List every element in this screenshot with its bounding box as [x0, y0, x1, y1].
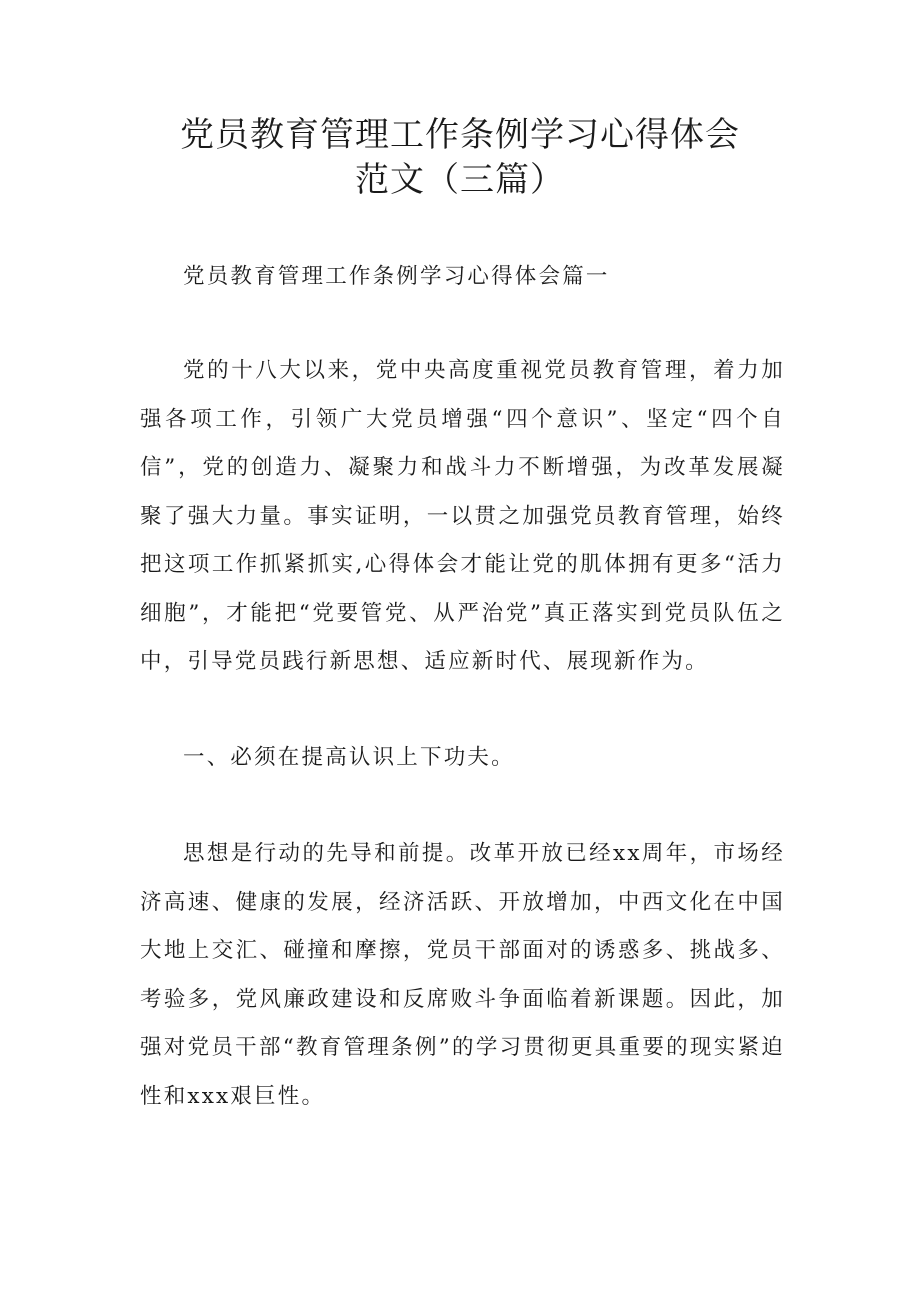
- section-heading-1: 一、必须在提高认识上下功夫。: [183, 745, 515, 770]
- document-title-line-2: 范文（三篇）: [355, 160, 565, 200]
- article-subtitle: 党员教育管理工作条例学习心得体会篇一: [183, 264, 610, 289]
- body-paragraph-2: 思想是行动的先导和前提。改革开放已经xx周年，市场经济高速、健康的发展，经济活跃、开放增加，中西文化在中国大地上交汇、碰撞和摩擦，党员干部面对的诱惑多、挑战多、考验多，党风廉政建设和反席败斗争面临着新课题。因此，加强对党员干部“教育管理条例”的学习贯彻更具重要的现实紧迫性和xxx艰巨性。: [140, 841, 785, 1109]
- body-paragraph-1: 党的十八大以来，党中央高度重视党员教育管理，着力加强各项工作，引领广大党员增强“四个意识”、坚定“四个自信”，党的创造力、凝聚力和战斗力不断增强，为改革发展凝聚了强大力量。事实证明，一以贯之加强党员教育管理，始终把这项工作抓紧抓实,心得体会才能让党的肌体拥有更多“活力细胞”，才能把“党要管党、从严治党”真正落实到党员队伍之中，引导党员践行新思想、适应新时代、展现新作为。: [140, 358, 785, 674]
- document-title-line-1: 党员教育管理工作条例学习心得体会: [180, 115, 740, 155]
